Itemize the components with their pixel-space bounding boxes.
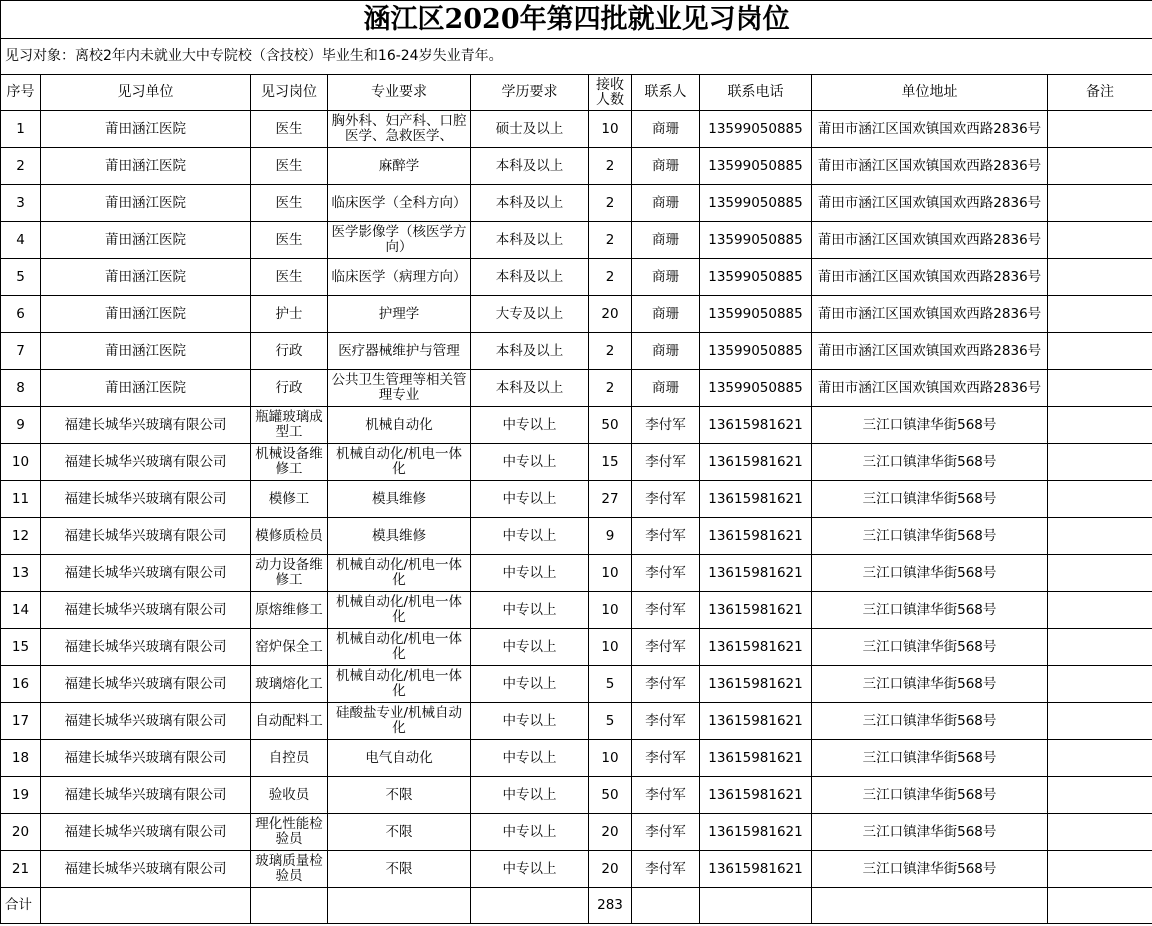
cell-unit: 福建长城华兴玻璃有限公司 bbox=[41, 444, 251, 481]
cell-phone: 13599050885 bbox=[700, 370, 812, 407]
table-row bbox=[1, 407, 1152, 444]
cell-no: 3 bbox=[1, 185, 41, 222]
cell-no: 8 bbox=[1, 370, 41, 407]
cell-address: 莆田市涵江区国欢镇国欢西路2836号 bbox=[812, 259, 1048, 296]
cell-address: 莆田市涵江区国欢镇国欢西路2836号 bbox=[812, 111, 1048, 148]
cell-address: 三江口镇津华街568号 bbox=[812, 444, 1048, 481]
cell-edu: 中专以上 bbox=[471, 592, 589, 629]
cell-address: 三江口镇津华街568号 bbox=[812, 407, 1048, 444]
cell-post: 动力设备维修工 bbox=[251, 555, 328, 592]
cell-contact: 李付军 bbox=[632, 444, 700, 481]
cell-phone: 13615981621 bbox=[700, 777, 812, 814]
cell-post: 医生 bbox=[251, 148, 328, 185]
cell-edu: 中专以上 bbox=[471, 555, 589, 592]
cell-post: 行政 bbox=[251, 333, 328, 370]
cell-major: 硅酸盐专业/机械自动化 bbox=[328, 703, 471, 740]
cell-major: 模具维修 bbox=[328, 518, 471, 555]
header-contact: 联系人 bbox=[632, 75, 700, 111]
cell-major: 公共卫生管理等相关管理专业 bbox=[328, 370, 471, 407]
table-row bbox=[1, 740, 1152, 777]
cell-remark bbox=[1048, 111, 1152, 148]
cell-phone: 13615981621 bbox=[700, 444, 812, 481]
cell-remark bbox=[1048, 481, 1152, 518]
cell-count: 10 bbox=[589, 555, 632, 592]
cell-phone: 13615981621 bbox=[700, 703, 812, 740]
total-count: 283 bbox=[589, 888, 632, 924]
cell-address: 莆田市涵江区国欢镇国欢西路2836号 bbox=[812, 333, 1048, 370]
cell-address: 三江口镇津华街568号 bbox=[812, 629, 1048, 666]
cell-no: 9 bbox=[1, 407, 41, 444]
title-row bbox=[1, 1, 1152, 39]
cell-no: 4 bbox=[1, 222, 41, 259]
cell-post: 玻璃熔化工 bbox=[251, 666, 328, 703]
total-row bbox=[1, 888, 1152, 924]
cell-count: 10 bbox=[589, 629, 632, 666]
cell-no: 6 bbox=[1, 296, 41, 333]
cell-contact: 李付军 bbox=[632, 518, 700, 555]
total-empty-cell bbox=[328, 888, 471, 924]
cell-count: 2 bbox=[589, 259, 632, 296]
header-remark: 备注 bbox=[1048, 75, 1152, 111]
table-row bbox=[1, 592, 1152, 629]
total-label: 合计 bbox=[1, 888, 41, 924]
cell-post: 医生 bbox=[251, 259, 328, 296]
header-phone: 联系电话 bbox=[700, 75, 812, 111]
cell-phone: 13615981621 bbox=[700, 740, 812, 777]
cell-count: 10 bbox=[589, 111, 632, 148]
cell-count: 9 bbox=[589, 518, 632, 555]
cell-post: 模修工 bbox=[251, 481, 328, 518]
cell-address: 三江口镇津华街568号 bbox=[812, 851, 1048, 888]
cell-major: 机械自动化/机电一体化 bbox=[328, 592, 471, 629]
cell-edu: 中专以上 bbox=[471, 703, 589, 740]
cell-unit: 福建长城华兴玻璃有限公司 bbox=[41, 703, 251, 740]
cell-count: 20 bbox=[589, 814, 632, 851]
cell-edu: 硕士及以上 bbox=[471, 111, 589, 148]
cell-edu: 本科及以上 bbox=[471, 148, 589, 185]
cell-count: 50 bbox=[589, 777, 632, 814]
cell-unit: 莆田涵江医院 bbox=[41, 111, 251, 148]
cell-post: 自控员 bbox=[251, 740, 328, 777]
cell-post: 验收员 bbox=[251, 777, 328, 814]
table-row bbox=[1, 629, 1152, 666]
cell-remark bbox=[1048, 185, 1152, 222]
cell-address: 三江口镇津华街568号 bbox=[812, 518, 1048, 555]
cell-address: 三江口镇津华街568号 bbox=[812, 666, 1048, 703]
cell-no: 1 bbox=[1, 111, 41, 148]
cell-contact: 李付军 bbox=[632, 703, 700, 740]
cell-address: 三江口镇津华街568号 bbox=[812, 814, 1048, 851]
cell-unit: 福建长城华兴玻璃有限公司 bbox=[41, 555, 251, 592]
cell-phone: 13615981621 bbox=[700, 629, 812, 666]
cell-contact: 李付军 bbox=[632, 629, 700, 666]
cell-address: 三江口镇津华街568号 bbox=[812, 740, 1048, 777]
cell-count: 10 bbox=[589, 592, 632, 629]
cell-major: 机械自动化/机电一体化 bbox=[328, 666, 471, 703]
cell-post: 医生 bbox=[251, 185, 328, 222]
cell-unit: 福建长城华兴玻璃有限公司 bbox=[41, 777, 251, 814]
cell-contact: 李付军 bbox=[632, 666, 700, 703]
cell-phone: 13599050885 bbox=[700, 148, 812, 185]
cell-count: 2 bbox=[589, 222, 632, 259]
cell-count: 2 bbox=[589, 333, 632, 370]
cell-remark bbox=[1048, 407, 1152, 444]
total-empty-cell bbox=[41, 888, 251, 924]
cell-phone: 13599050885 bbox=[700, 259, 812, 296]
cell-major: 临床医学（病理方向） bbox=[328, 259, 471, 296]
table-row bbox=[1, 666, 1152, 703]
cell-edu: 大专及以上 bbox=[471, 296, 589, 333]
cell-contact: 商珊 bbox=[632, 259, 700, 296]
cell-address: 三江口镇津华街568号 bbox=[812, 777, 1048, 814]
cell-no: 16 bbox=[1, 666, 41, 703]
target-note: 见习对象：离校2年内未就业大中专院校（含技校）毕业生和16-24岁失业青年。 bbox=[1, 39, 1152, 75]
cell-phone: 13615981621 bbox=[700, 666, 812, 703]
cell-phone: 13599050885 bbox=[700, 185, 812, 222]
cell-no: 19 bbox=[1, 777, 41, 814]
cell-post: 医生 bbox=[251, 111, 328, 148]
cell-edu: 中专以上 bbox=[471, 777, 589, 814]
cell-major: 机械自动化/机电一体化 bbox=[328, 629, 471, 666]
table-row bbox=[1, 148, 1152, 185]
total-empty-cell bbox=[1048, 888, 1152, 924]
cell-major: 机械自动化 bbox=[328, 407, 471, 444]
cell-post: 模修质检员 bbox=[251, 518, 328, 555]
page-title: 涵江区2020年第四批就业见习岗位 bbox=[1, 1, 1152, 39]
header-address: 单位地址 bbox=[812, 75, 1048, 111]
cell-remark bbox=[1048, 592, 1152, 629]
cell-contact: 李付军 bbox=[632, 777, 700, 814]
cell-unit: 福建长城华兴玻璃有限公司 bbox=[41, 740, 251, 777]
cell-count: 2 bbox=[589, 148, 632, 185]
cell-count: 50 bbox=[589, 407, 632, 444]
table-row bbox=[1, 222, 1152, 259]
cell-unit: 莆田涵江医院 bbox=[41, 370, 251, 407]
cell-edu: 本科及以上 bbox=[471, 185, 589, 222]
cell-unit: 福建长城华兴玻璃有限公司 bbox=[41, 629, 251, 666]
cell-remark bbox=[1048, 703, 1152, 740]
header-post: 见习岗位 bbox=[251, 75, 328, 111]
cell-remark bbox=[1048, 740, 1152, 777]
cell-phone: 13615981621 bbox=[700, 814, 812, 851]
cell-count: 5 bbox=[589, 703, 632, 740]
cell-unit: 福建长城华兴玻璃有限公司 bbox=[41, 851, 251, 888]
cell-remark bbox=[1048, 296, 1152, 333]
header-unit: 见习单位 bbox=[41, 75, 251, 111]
cell-count: 27 bbox=[589, 481, 632, 518]
cell-edu: 中专以上 bbox=[471, 629, 589, 666]
header-no: 序号 bbox=[1, 75, 41, 111]
table-row bbox=[1, 444, 1152, 481]
cell-major: 医疗器械维护与管理 bbox=[328, 333, 471, 370]
cell-remark bbox=[1048, 629, 1152, 666]
cell-no: 10 bbox=[1, 444, 41, 481]
cell-no: 5 bbox=[1, 259, 41, 296]
cell-post: 自动配料工 bbox=[251, 703, 328, 740]
cell-remark bbox=[1048, 555, 1152, 592]
table-row bbox=[1, 333, 1152, 370]
cell-major: 机械自动化/机电一体化 bbox=[328, 555, 471, 592]
table-row bbox=[1, 555, 1152, 592]
cell-unit: 莆田涵江医院 bbox=[41, 333, 251, 370]
cell-no: 15 bbox=[1, 629, 41, 666]
cell-phone: 13615981621 bbox=[700, 555, 812, 592]
cell-major: 临床医学（全科方向） bbox=[328, 185, 471, 222]
header-row bbox=[1, 75, 1152, 111]
cell-unit: 福建长城华兴玻璃有限公司 bbox=[41, 407, 251, 444]
cell-edu: 中专以上 bbox=[471, 481, 589, 518]
table-row bbox=[1, 370, 1152, 407]
cell-contact: 商珊 bbox=[632, 370, 700, 407]
cell-no: 2 bbox=[1, 148, 41, 185]
cell-unit: 福建长城华兴玻璃有限公司 bbox=[41, 666, 251, 703]
header-major: 专业要求 bbox=[328, 75, 471, 111]
cell-contact: 李付军 bbox=[632, 481, 700, 518]
cell-address: 莆田市涵江区国欢镇国欢西路2836号 bbox=[812, 370, 1048, 407]
cell-unit: 福建长城华兴玻璃有限公司 bbox=[41, 592, 251, 629]
table-row bbox=[1, 185, 1152, 222]
cell-count: 15 bbox=[589, 444, 632, 481]
table-row bbox=[1, 777, 1152, 814]
cell-remark bbox=[1048, 444, 1152, 481]
cell-major: 胸外科、妇产科、口腔医学、急救医学、 bbox=[328, 111, 471, 148]
cell-unit: 莆田涵江医院 bbox=[41, 185, 251, 222]
table-row bbox=[1, 259, 1152, 296]
cell-remark bbox=[1048, 222, 1152, 259]
cell-major: 不限 bbox=[328, 814, 471, 851]
cell-edu: 中专以上 bbox=[471, 444, 589, 481]
cell-contact: 商珊 bbox=[632, 333, 700, 370]
cell-remark bbox=[1048, 777, 1152, 814]
cell-no: 20 bbox=[1, 814, 41, 851]
cell-remark bbox=[1048, 814, 1152, 851]
cell-count: 10 bbox=[589, 740, 632, 777]
cell-remark bbox=[1048, 666, 1152, 703]
cell-unit: 莆田涵江医院 bbox=[41, 222, 251, 259]
cell-address: 莆田市涵江区国欢镇国欢西路2836号 bbox=[812, 185, 1048, 222]
table-row bbox=[1, 814, 1152, 851]
total-empty-cell bbox=[700, 888, 812, 924]
cell-address: 三江口镇津华街568号 bbox=[812, 703, 1048, 740]
cell-major: 护理学 bbox=[328, 296, 471, 333]
cell-edu: 中专以上 bbox=[471, 740, 589, 777]
cell-edu: 本科及以上 bbox=[471, 259, 589, 296]
cell-unit: 莆田涵江医院 bbox=[41, 259, 251, 296]
cell-address: 三江口镇津华街568号 bbox=[812, 555, 1048, 592]
cell-edu: 本科及以上 bbox=[471, 333, 589, 370]
cell-phone: 13615981621 bbox=[700, 592, 812, 629]
cell-remark bbox=[1048, 851, 1152, 888]
cell-phone: 13615981621 bbox=[700, 851, 812, 888]
table-row bbox=[1, 481, 1152, 518]
cell-contact: 李付军 bbox=[632, 555, 700, 592]
cell-address: 三江口镇津华街568号 bbox=[812, 481, 1048, 518]
cell-major: 不限 bbox=[328, 851, 471, 888]
cell-unit: 福建长城华兴玻璃有限公司 bbox=[41, 481, 251, 518]
cell-phone: 13615981621 bbox=[700, 481, 812, 518]
cell-unit: 福建长城华兴玻璃有限公司 bbox=[41, 814, 251, 851]
cell-no: 7 bbox=[1, 333, 41, 370]
cell-contact: 李付军 bbox=[632, 851, 700, 888]
header-edu: 学历要求 bbox=[471, 75, 589, 111]
cell-phone: 13615981621 bbox=[700, 518, 812, 555]
table-row bbox=[1, 296, 1152, 333]
table-row bbox=[1, 703, 1152, 740]
note-row bbox=[1, 39, 1152, 75]
cell-edu: 中专以上 bbox=[471, 407, 589, 444]
cell-no: 11 bbox=[1, 481, 41, 518]
cell-contact: 李付军 bbox=[632, 740, 700, 777]
cell-contact: 李付军 bbox=[632, 814, 700, 851]
cell-post: 护士 bbox=[251, 296, 328, 333]
cell-edu: 中专以上 bbox=[471, 666, 589, 703]
cell-contact: 商珊 bbox=[632, 222, 700, 259]
cell-post: 原熔维修工 bbox=[251, 592, 328, 629]
cell-edu: 本科及以上 bbox=[471, 370, 589, 407]
cell-contact: 商珊 bbox=[632, 296, 700, 333]
cell-contact: 商珊 bbox=[632, 185, 700, 222]
cell-remark bbox=[1048, 370, 1152, 407]
cell-count: 20 bbox=[589, 296, 632, 333]
cell-count: 2 bbox=[589, 185, 632, 222]
total-empty-cell bbox=[812, 888, 1048, 924]
cell-edu: 中专以上 bbox=[471, 851, 589, 888]
cell-remark bbox=[1048, 259, 1152, 296]
total-empty-cell bbox=[632, 888, 700, 924]
cell-remark bbox=[1048, 518, 1152, 555]
cell-phone: 13599050885 bbox=[700, 222, 812, 259]
cell-no: 12 bbox=[1, 518, 41, 555]
table-row bbox=[1, 111, 1152, 148]
cell-post: 医生 bbox=[251, 222, 328, 259]
cell-unit: 福建长城华兴玻璃有限公司 bbox=[41, 518, 251, 555]
cell-major: 电气自动化 bbox=[328, 740, 471, 777]
cell-address: 莆田市涵江区国欢镇国欢西路2836号 bbox=[812, 148, 1048, 185]
cell-unit: 莆田涵江医院 bbox=[41, 296, 251, 333]
cell-address: 莆田市涵江区国欢镇国欢西路2836号 bbox=[812, 222, 1048, 259]
cell-major: 机械自动化/机电一体化 bbox=[328, 444, 471, 481]
cell-remark bbox=[1048, 148, 1152, 185]
cell-post: 窑炉保全工 bbox=[251, 629, 328, 666]
cell-major: 不限 bbox=[328, 777, 471, 814]
cell-no: 21 bbox=[1, 851, 41, 888]
cell-major: 麻醉学 bbox=[328, 148, 471, 185]
cell-remark bbox=[1048, 333, 1152, 370]
cell-post: 行政 bbox=[251, 370, 328, 407]
cell-no: 17 bbox=[1, 703, 41, 740]
cell-contact: 李付军 bbox=[632, 407, 700, 444]
cell-address: 莆田市涵江区国欢镇国欢西路2836号 bbox=[812, 296, 1048, 333]
table-row bbox=[1, 518, 1152, 555]
cell-count: 20 bbox=[589, 851, 632, 888]
total-empty-cell bbox=[471, 888, 589, 924]
cell-major: 医学影像学（核医学方向） bbox=[328, 222, 471, 259]
cell-post: 机械设备维修工 bbox=[251, 444, 328, 481]
cell-unit: 莆田涵江医院 bbox=[41, 148, 251, 185]
cell-count: 2 bbox=[589, 370, 632, 407]
cell-contact: 商珊 bbox=[632, 111, 700, 148]
table-row bbox=[1, 851, 1152, 888]
cell-phone: 13615981621 bbox=[700, 407, 812, 444]
cell-contact: 李付军 bbox=[632, 592, 700, 629]
cell-phone: 13599050885 bbox=[700, 333, 812, 370]
cell-post: 玻璃质量检验员 bbox=[251, 851, 328, 888]
cell-no: 13 bbox=[1, 555, 41, 592]
cell-phone: 13599050885 bbox=[700, 111, 812, 148]
cell-edu: 中专以上 bbox=[471, 518, 589, 555]
cell-no: 18 bbox=[1, 740, 41, 777]
cell-edu: 中专以上 bbox=[471, 814, 589, 851]
cell-post: 瓶罐玻璃成型工 bbox=[251, 407, 328, 444]
cell-count: 5 bbox=[589, 666, 632, 703]
cell-phone: 13599050885 bbox=[700, 296, 812, 333]
cell-address: 三江口镇津华街568号 bbox=[812, 592, 1048, 629]
cell-edu: 本科及以上 bbox=[471, 222, 589, 259]
header-count: 接收人数 bbox=[589, 75, 632, 111]
cell-contact: 商珊 bbox=[632, 148, 700, 185]
cell-major: 模具维修 bbox=[328, 481, 471, 518]
total-empty-cell bbox=[251, 888, 328, 924]
cell-no: 14 bbox=[1, 592, 41, 629]
cell-post: 理化性能检验员 bbox=[251, 814, 328, 851]
